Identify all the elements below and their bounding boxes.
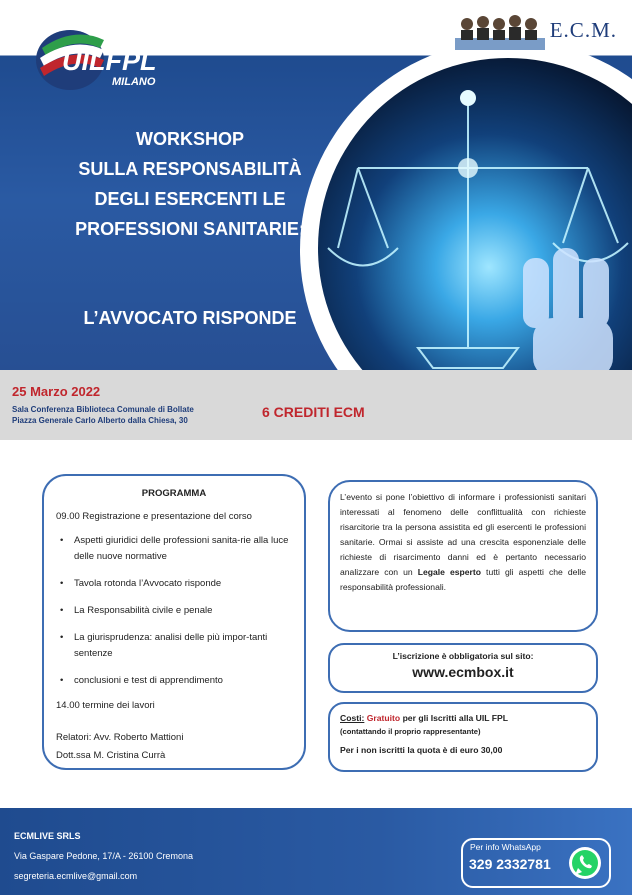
title-line: WORKSHOP: [136, 129, 244, 149]
ecm-logo-text: E.C.M.: [549, 18, 617, 42]
title-line: PROFESSIONI SANITARIE:: [75, 219, 305, 239]
whatsapp-label: Per info WhatsApp: [470, 842, 541, 852]
description-text-end: tutti gli aspetti che delle responsabilità professionali.: [340, 567, 586, 592]
program-list: [56, 533, 292, 689]
program-start: 09.00 Registrazione e presentazione del corso: [56, 511, 252, 522]
description-bold: Legale esperto: [417, 567, 482, 577]
program-box: [42, 474, 306, 770]
uil-fpl-logo: [34, 18, 174, 94]
ecm-credits: 6 CREDITI ECM: [262, 404, 365, 420]
costs-members: [340, 712, 586, 725]
program-end: 14.00 termine dei lavori: [56, 700, 155, 711]
event-date: 25 Marzo 2022: [12, 384, 101, 399]
description-text: L’evento si pone l’obiettivo di informare i professionisti sanitari interessati al fenomeno delle conflittualità con richieste risarcitorie tra la persona assistita ed gli esercenti le professioni sanitarie. Ormai si assiste ad una crescita esponenziale delle richieste di risarcimento danni ed è pertanto necessario analizzare con un: [340, 492, 586, 577]
registration-label: L’iscrizione è obbligatoria sul sito:: [392, 651, 534, 661]
program-item: • Aspetti giuridici delle professioni sanita-rie alla luce delle nuove normative: [56, 533, 292, 565]
company-address: Via Gaspare Pedone, 17/A - 26100 Cremona: [14, 851, 193, 861]
venue-line: Piazza Generale Carlo Alberto dalla Chiesa, 30: [12, 416, 188, 425]
event-venue: [12, 404, 194, 426]
company-email[interactable]: segreteria.ecmlive@gmail.com: [14, 871, 138, 881]
registration-box: [328, 643, 598, 693]
costs-label: Costi:: [340, 713, 365, 723]
program-item: • Tavola rotonda l’Avvocato risponde: [56, 576, 292, 592]
costs-box: [328, 702, 598, 772]
costs-non-members: Per i non iscritti la quota è di euro 30,00: [340, 745, 503, 755]
ecm-logo: [455, 10, 625, 50]
footer-contacts: [14, 826, 193, 886]
title-line: DEGLI ESERCENTI LE: [94, 189, 286, 209]
program-item: • La giurisprudenza: analisi delle più impor-tanti sentenze: [56, 630, 292, 662]
costs-free: Gratuito: [366, 713, 401, 723]
company-name: ECMLIVE SRLS: [14, 831, 81, 841]
registration-link[interactable]: www.ecmbox.it: [412, 664, 514, 680]
workshop-subtitle: L’AVVOCATO RISPONDE: [83, 308, 297, 328]
program-item: • conclusioni e test di apprendimento: [56, 673, 292, 689]
whatsapp-icon: [567, 845, 603, 881]
costs-note: (contattando il proprio rappresentante): [340, 727, 481, 736]
program-item: • La Responsabilità civile e penale: [56, 603, 292, 619]
whatsapp-number[interactable]: 329 2332781: [469, 856, 551, 872]
speaker-line: Relatori: Avv. Roberto Mattioni: [56, 732, 184, 743]
speakers: [56, 729, 292, 765]
description-box: [328, 480, 598, 632]
uil-logo-text: UILFPL: [62, 46, 157, 76]
program-heading: PROGRAMMA: [141, 488, 207, 499]
title-line: SULLA RESPONSABILITÀ: [78, 159, 302, 179]
workshop-title: [20, 124, 360, 244]
venue-line: Sala Conferenza Biblioteca Comunale di Bollate: [12, 405, 194, 414]
speaker-line: Dott.ssa M. Cristina Currà: [56, 750, 166, 761]
costs-members-text: per gli Iscritti alla UIL FPL: [402, 713, 508, 723]
uil-logo-sub: MILANO: [112, 76, 156, 88]
